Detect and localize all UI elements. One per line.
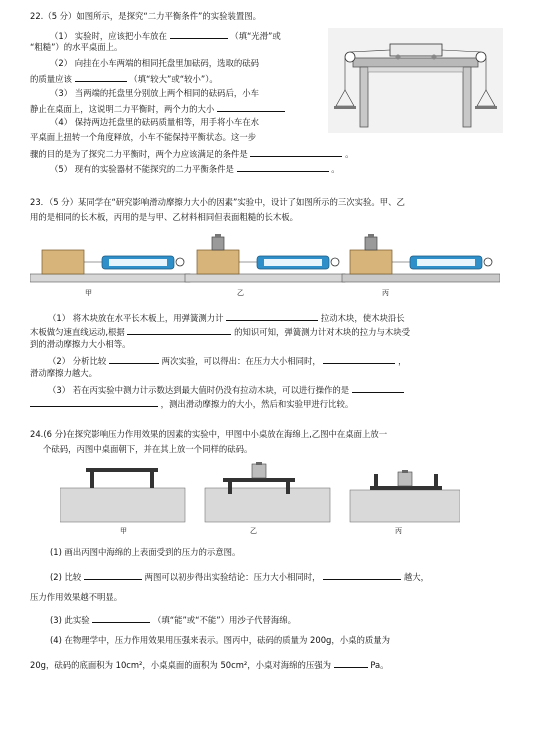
cart-wheel (432, 55, 437, 60)
weight-bing (398, 472, 412, 486)
cart (390, 44, 442, 56)
q24-blank-3[interactable] (92, 614, 150, 623)
board-jia (30, 274, 190, 282)
tray (475, 106, 497, 109)
q22-p2a: （2） 向挂在小车两端的相同托盘里加砝码，选取的砝码 (50, 58, 259, 68)
q24-p3-text-b: （填“能”或“不能”）用沙子代替海绵。 (153, 615, 296, 625)
q22-blank-5[interactable] (237, 163, 329, 172)
q23-label-bing: 丙 (382, 289, 389, 297)
q23-p1-text: （1） 将木块放在水平长木板上，用弹簧测力计 (48, 313, 224, 323)
q24-p2d: 压力作用效果越不明显。 (30, 592, 123, 602)
q23-p2-text-c: ， (398, 356, 407, 366)
q23-label-jia: 甲 (85, 289, 92, 297)
q23-p1-text-b: 拉动木块，使木块沿长 (320, 313, 405, 323)
table-leg (286, 482, 290, 494)
pulley (476, 52, 486, 62)
q23-p2-text-b: 两次实验，可以得出：在压力大小相同时， (161, 356, 321, 366)
q22-p1c: “粗糙”）的水平桌面上。 (30, 42, 123, 52)
q23-blank-4[interactable] (323, 355, 395, 364)
q23-blank-1[interactable] (226, 312, 318, 321)
sponge-bing (350, 490, 460, 522)
cart-wheel (396, 55, 401, 60)
scale-ring (484, 258, 492, 266)
q24-p1: (1) 画出丙图中海绵的上表面受到的压力的示意图。 (50, 547, 241, 557)
table-leg (374, 474, 378, 486)
table-leg (150, 472, 154, 488)
q22-p5-end: 。 (331, 164, 340, 174)
q22-p4c-end: 。 (345, 149, 354, 159)
wood-block-yi (197, 250, 239, 274)
sponge-yi (205, 488, 330, 522)
q22-blank-2[interactable] (75, 73, 127, 82)
q23-p2d: 滑动摩擦力越大。 (30, 368, 97, 378)
q23-label-yi: 乙 (237, 289, 244, 297)
table-leg (90, 472, 94, 488)
q22-p3-text: 静止在桌面上，这说明二力平衡时，两个力的大小 (30, 104, 215, 114)
q22-apparatus-figure (328, 28, 503, 133)
q24-blank-4[interactable] (334, 659, 368, 668)
q23-title2: 用的是相同的长木板，丙用的是与甲、乙材料相同但表面粗糙的长木板。 (30, 212, 298, 222)
q23-blank-5[interactable] (352, 384, 404, 393)
q24-title: 24.(6 分)在探究影响压力作用效果的因素的实验中，甲图中小桌放在海绵上,乙图中在桌面上放一 (30, 429, 388, 439)
table-top (353, 58, 478, 67)
q24-label-yi: 乙 (250, 527, 257, 535)
q24-p2-text-c: 越大， (403, 572, 429, 582)
q22-p1 (50, 30, 281, 40)
q23-blank-3[interactable] (109, 355, 159, 364)
q22-blank-3[interactable] (217, 103, 285, 112)
q22-p2-text-c: （填“较大”或“较小”）。 (129, 74, 218, 84)
q22-blank-1[interactable] (170, 30, 228, 39)
wood-block-bing (350, 250, 392, 274)
q24-blank-2[interactable] (323, 571, 401, 580)
q23-friction-figure (30, 232, 500, 304)
q22-p4a: （4） 保持两边托盘里的砝码质量相等，用手将小车在水 (50, 117, 259, 127)
q22-p1-text: （1） 实验时，应该把小车放在 (50, 31, 167, 41)
q22-p4b: 平桌面上扭转一个角度释放，小车不能保持平衡状态。这一步 (30, 132, 257, 142)
q23-p2-row (48, 355, 406, 365)
q23-blank-2[interactable] (127, 326, 231, 335)
q24-blank-1[interactable] (84, 571, 142, 580)
scale-ring (176, 258, 184, 266)
q22-p4c-text: 骤的目的是为了探究二力平衡时，两个力应该满足的条件是 (30, 149, 248, 159)
q24-p3-row (50, 614, 296, 624)
table-leg (228, 482, 232, 494)
q22-blank-4[interactable] (250, 148, 342, 157)
q23-p1c-row (30, 326, 410, 336)
table-top-yi (223, 478, 295, 482)
table-top-bing (370, 486, 442, 490)
tray (334, 106, 356, 109)
q23-p2-text: （2） 分析比较 (48, 356, 107, 366)
q23-p1c-text: 木板做匀速直线运动,根据 (30, 327, 125, 337)
sponge-jia (60, 488, 185, 522)
q24-p4c-text: Pa。 (370, 660, 389, 670)
q23-blank-6[interactable] (30, 398, 158, 407)
q23-p3-text: （3） 若在丙实验中测力计示数达到最大值时仍没有拉动木块，可以进行操作的是 (48, 385, 350, 395)
scale-ring (331, 258, 339, 266)
q24-p2-row (50, 571, 429, 581)
q23-p3b-row (30, 398, 353, 408)
q24-label-bing: 丙 (395, 527, 402, 535)
q24-p3-text: (3) 此实验 (50, 615, 90, 625)
table-leg (434, 474, 438, 486)
q22-p2 (30, 73, 218, 83)
q24-p2-text-b: 两图可以初步得出实验结论：压力大小相同时， (144, 572, 321, 582)
table-leg (360, 67, 368, 127)
q22-title: 22.（5 分）如图所示，是探究“二力平衡条件”的实验装置图。 (30, 11, 261, 21)
q24-p2-text: (2) 比较 (50, 572, 82, 582)
weight-yi (252, 464, 266, 478)
q23-title: 23．（5 分）某同学在“研究影响滑动摩擦力大小的因素”实验中，设计了如图所示的三次实验。甲、乙 (30, 197, 405, 207)
table-leg (463, 67, 471, 127)
q22-p5-text: （5） 现有的实验器材不能探究的二力平衡条件是 (50, 164, 234, 174)
q24-sponge-figure (60, 462, 460, 527)
q22-p3 (30, 103, 285, 113)
q23-p1-row (48, 312, 405, 322)
q24-p4b-text: 20g，砝码的底面积为 10cm²，小桌桌面的面积为 50cm²，小桌对海绵的压强为 (30, 660, 331, 670)
q24-p4-row (30, 659, 389, 669)
board-yi (185, 274, 345, 282)
q24-p4a: (4) 在物理学中，压力作用效果用压强来表示。图丙中，砝码的质量为 200g，小桌的质量为 (50, 635, 390, 645)
wood-block-jia (42, 250, 84, 274)
board-bing (342, 274, 500, 282)
table-top-jia (86, 468, 158, 472)
q23-p3-row (48, 384, 404, 394)
q23-p1e: 到的滑动摩擦力大小相等。 (30, 339, 131, 349)
q22-p2-text: 的质量应该 (30, 74, 72, 84)
q22-p5-row (50, 163, 340, 173)
pulley (345, 52, 355, 62)
weight-bing (365, 237, 377, 250)
q22-p4c-row (30, 148, 353, 158)
q23-p1d-text: 的知识可知，弹簧测力计对木块的拉力与木块受 (234, 327, 411, 337)
q22-p1-text-b: （填“光滑”或 (230, 31, 281, 41)
q24-label-jia: 甲 (120, 527, 127, 535)
q23-p3b-text: ，测出滑动摩擦力的大小，然后和实验甲进行比较。 (160, 399, 354, 409)
weight-yi (212, 237, 224, 250)
q24-title2: 个砝码，丙图中桌面朝下，并在其上放一个同样的砝码。 (43, 444, 253, 454)
q22-p3a: （3） 当两端的托盘里分别放上两个相同的砝码后，小车 (50, 88, 259, 98)
